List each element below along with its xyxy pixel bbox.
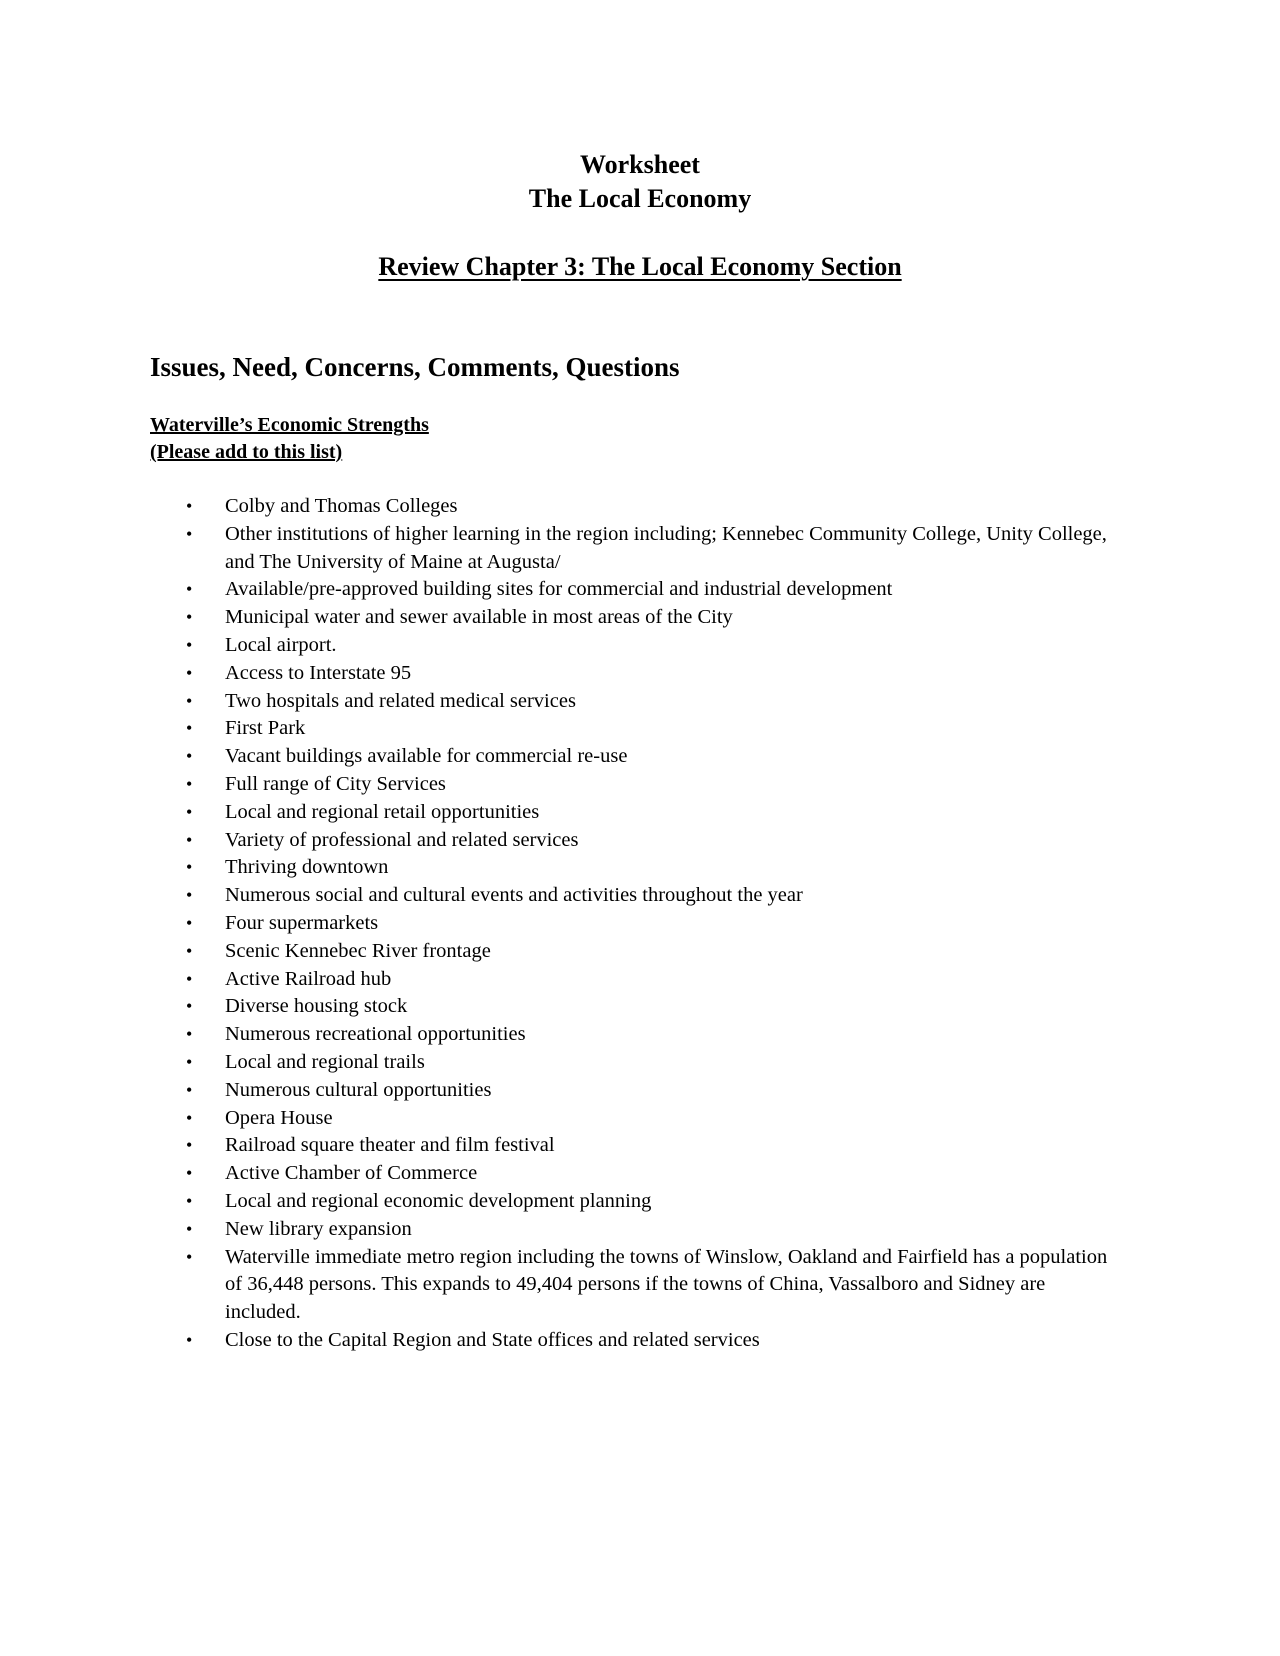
- list-item: [0, 1327, 1280, 1355]
- bullet-icon: •: [186, 1218, 193, 1239]
- list-item-text: Railroad square theater and film festival: [225, 1134, 555, 1157]
- list-item-text: Access to Interstate 95: [225, 661, 412, 684]
- list-item-text: Thriving downtown: [225, 856, 389, 879]
- list-item: [0, 799, 1280, 827]
- list-item: [0, 993, 1280, 1021]
- list-item: [0, 604, 1280, 632]
- list-item: [0, 1160, 1280, 1188]
- list-item-text: Active Railroad hub: [225, 967, 392, 990]
- bullet-icon: •: [186, 634, 193, 655]
- list-item: [0, 966, 1280, 994]
- list-item: [0, 1105, 1280, 1133]
- list-item-text: Active Chamber of Commerce: [225, 1162, 478, 1185]
- bullet-icon: •: [186, 885, 193, 906]
- bullet-icon: •: [186, 1079, 193, 1100]
- list-item: [0, 715, 1280, 743]
- bullet-icon: •: [186, 1024, 193, 1045]
- list-item: [0, 771, 1280, 799]
- chapter-review-heading: [0, 250, 1280, 284]
- list-item-text: Opera House: [225, 1106, 333, 1129]
- chapter-review-text: Review Chapter 3: The Local Economy Section: [378, 252, 902, 281]
- list-item: [0, 1132, 1280, 1160]
- list-item-text: Waterville immediate metro region including the towns of Winslow, Oakland and Fairfield has a population of 36,448 persons. This expands to 49,404 persons if the towns of China, Vassalboro and Sidney are included.: [225, 1245, 1108, 1324]
- document-title: The Local Economy: [528, 184, 752, 213]
- list-item-text: Diverse housing stock: [225, 995, 408, 1018]
- bullet-icon: •: [186, 857, 193, 878]
- list-item-text: Numerous recreational opportunities: [225, 1023, 526, 1046]
- list-item-text: Local and regional retail opportunities: [225, 800, 540, 823]
- list-item: [0, 882, 1280, 910]
- bullet-icon: •: [186, 579, 193, 600]
- list-item-text: Local airport.: [225, 633, 337, 656]
- list-item-text: Numerous cultural opportunities: [225, 1078, 492, 1101]
- strengths-subheading: Waterville’s Economic Strengths: [150, 414, 429, 436]
- bullet-icon: •: [186, 996, 193, 1017]
- bullet-icon: •: [186, 1190, 193, 1211]
- list-item-text: First Park: [225, 717, 306, 740]
- list-item-text: Two hospitals and related medical services: [225, 689, 576, 712]
- bullet-icon: •: [186, 1163, 193, 1184]
- list-item-text: Local and regional economic development planning: [225, 1189, 652, 1212]
- list-item: [0, 660, 1280, 688]
- list-item: [0, 1021, 1280, 1049]
- list-item: [0, 1049, 1280, 1077]
- section-heading: Issues, Need, Concerns, Comments, Questions: [150, 352, 680, 382]
- list-item: [0, 743, 1280, 771]
- list-item-text: Local and regional trails: [225, 1050, 425, 1073]
- bullet-icon: •: [186, 773, 193, 794]
- bullet-icon: •: [186, 523, 193, 544]
- list-item-text: Vacant buildings available for commercial re-use: [225, 745, 628, 768]
- bullet-icon: •: [186, 1135, 193, 1156]
- bullet-icon: •: [186, 1107, 193, 1128]
- bullet-icon: •: [186, 1246, 193, 1267]
- bullet-icon: •: [186, 1051, 193, 1072]
- bullet-icon: •: [186, 1329, 193, 1350]
- bullet-icon: •: [186, 718, 193, 739]
- list-item-text: Colby and Thomas Colleges: [225, 495, 458, 517]
- list-item: [0, 521, 1280, 577]
- list-item-text: Four supermarkets: [225, 911, 379, 934]
- bullet-icon: •: [186, 690, 193, 711]
- list-item-text: Available/pre-approved building sites for commercial and industrial development: [225, 578, 893, 601]
- list-item: [0, 1244, 1280, 1327]
- list-item: [0, 493, 1280, 521]
- list-item-text: Numerous social and cultural events and activities throughout the year: [225, 884, 803, 907]
- list-item: [0, 632, 1280, 660]
- bullet-icon: •: [186, 801, 193, 822]
- list-item: [0, 938, 1280, 966]
- list-item: [0, 1077, 1280, 1105]
- list-item: [0, 827, 1280, 855]
- list-item-text: Full range of City Services: [225, 772, 446, 795]
- list-item-text: Scenic Kennebec River frontage: [225, 939, 491, 962]
- list-item-text: Other institutions of higher learning in the region including; Kennebec Community College, Unity College, and The University of Maine at Augusta/: [225, 522, 1107, 573]
- bullet-icon: •: [186, 662, 193, 683]
- list-item: [0, 1216, 1280, 1244]
- list-item-text: Close to the Capital Region and State offices and related services: [225, 1328, 760, 1351]
- list-item: [0, 688, 1280, 716]
- bullet-icon: •: [186, 968, 193, 989]
- bullet-icon: •: [186, 912, 193, 933]
- strengths-list: [0, 493, 1280, 1355]
- list-item-text: Municipal water and sewer available in most areas of the City: [225, 606, 733, 629]
- list-item-text: New library expansion: [225, 1217, 412, 1240]
- list-item-text: Variety of professional and related services: [225, 828, 579, 851]
- bullet-icon: •: [186, 829, 193, 850]
- bullet-icon: •: [186, 940, 193, 961]
- list-item: [0, 1188, 1280, 1216]
- add-to-list-instruction: (Please add to this list): [150, 441, 343, 463]
- list-item: [0, 576, 1280, 604]
- list-item: [0, 854, 1280, 882]
- bullet-icon: •: [186, 607, 193, 628]
- list-item: [0, 910, 1280, 938]
- bullet-icon: •: [186, 746, 193, 767]
- bullet-icon: •: [186, 496, 193, 516]
- worksheet-title: Worksheet: [580, 150, 700, 179]
